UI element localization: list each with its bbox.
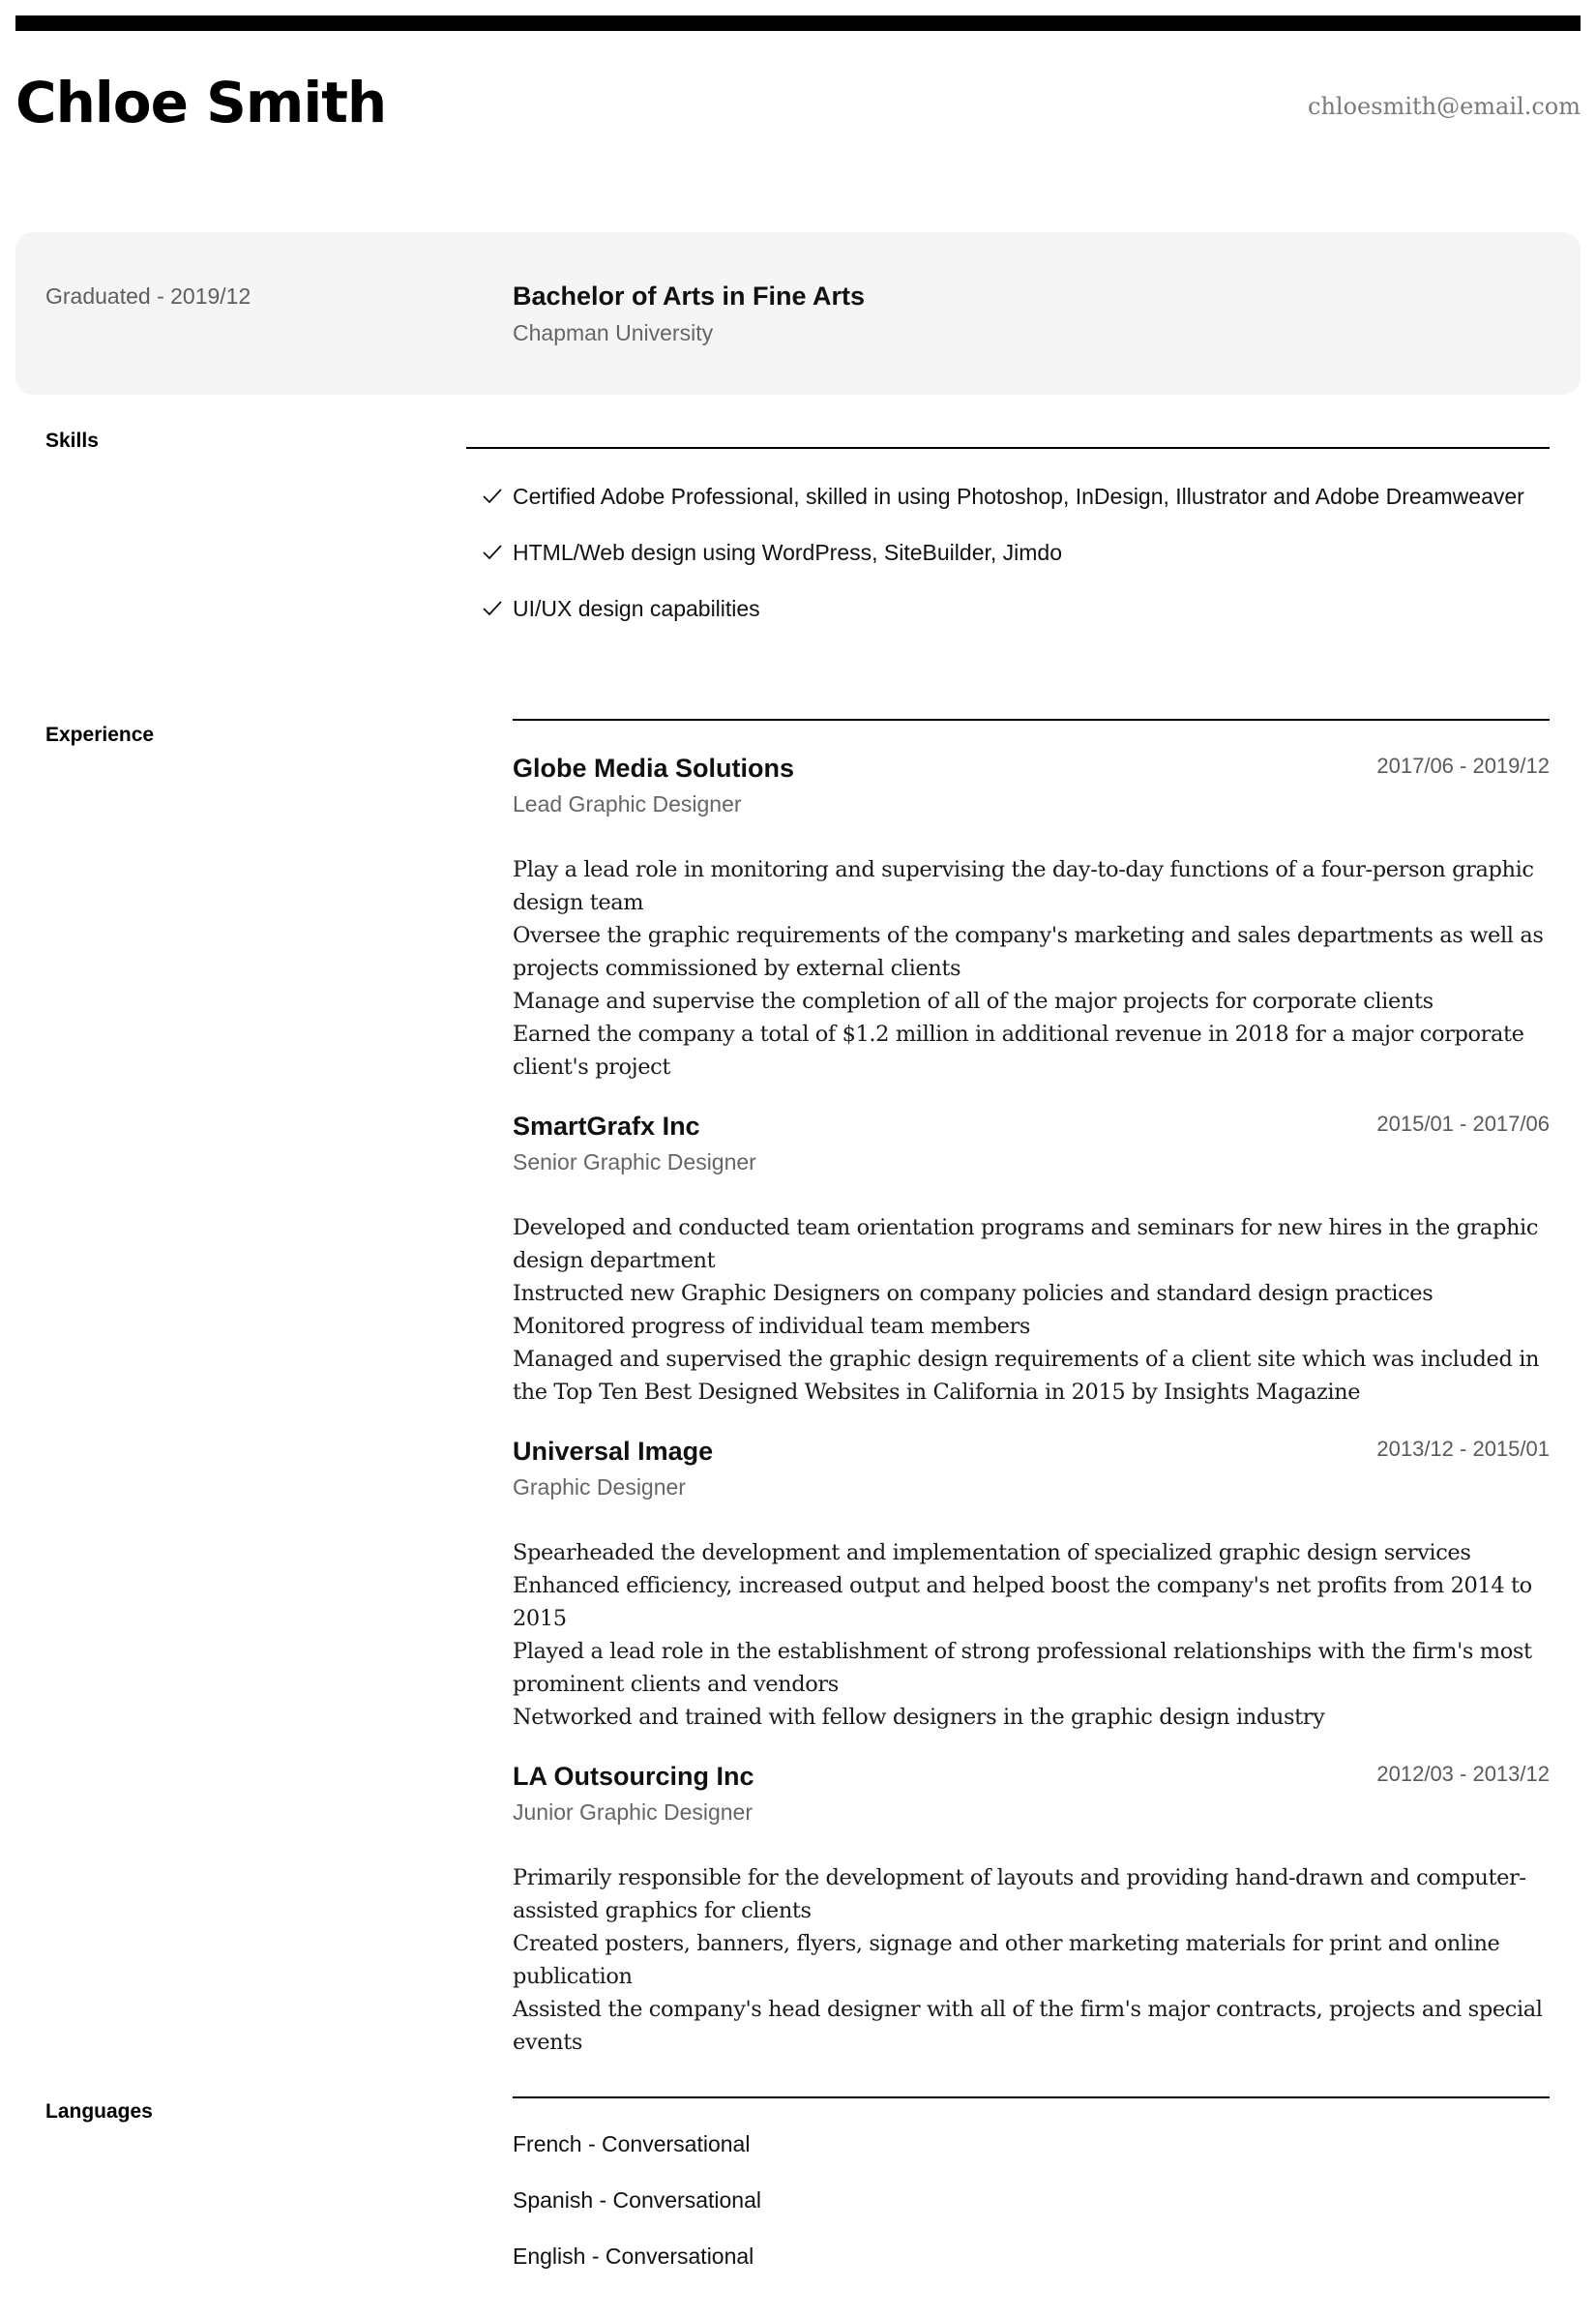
job-description (513, 1536, 1550, 1734)
job-company: LA Outsourcing Inc (513, 1762, 754, 1791)
job-role: Lead Graphic Designer (513, 791, 742, 817)
job-bullet: Instructed new Graphic Designers on company policies and standard design practices (513, 1281, 1433, 1306)
job-entry (513, 1432, 1550, 1734)
job-bullet: Earned the company a total of $1.2 million in additional revenue in 2018 for a major corporate client's project (513, 1022, 1524, 1080)
check-icon (481, 596, 504, 619)
degree-title: Bachelor of Arts in Fine Arts (513, 282, 866, 311)
skills-heading: Skills (45, 430, 99, 452)
job-bullet: Monitored progress of individual team members (513, 1314, 1031, 1339)
candidate-name: Chloe Smith (15, 70, 387, 135)
job-company: SmartGrafx Inc (513, 1112, 700, 1141)
job-bullet: Developed and conducted team orientation programs and seminars for new hires in the graphic design department (513, 1215, 1539, 1273)
job-description (513, 1861, 1550, 2059)
job-bullet: Manage and supervise the completion of all of the major projects for corporate clients (513, 989, 1433, 1014)
job-bullet: Created posters, banners, flyers, signage and other marketing materials for print and online publication (513, 1931, 1500, 1989)
skill-item (481, 592, 1550, 625)
language-item: English - Conversational (513, 2244, 754, 2269)
skills-divider (466, 447, 1550, 449)
email-link[interactable]: chloesmith@email.com (1308, 93, 1581, 120)
education-card (15, 232, 1581, 395)
languages-divider (513, 2096, 1550, 2098)
skills-list (481, 480, 1550, 648)
job-bullet: Managed and supervised the graphic design requirements of a client site which was included in the Top Ten Best Designed Websites in California in 2015 by Insights Magazine (513, 1347, 1540, 1405)
job-bullet: Enhanced efficiency, increased output and helped boost the company's net profits from 2014 to 2015 (513, 1573, 1532, 1631)
language-item: French - Conversational (513, 2131, 751, 2156)
job-entry (513, 1107, 1550, 1409)
job-entry (513, 749, 1550, 1084)
job-description (513, 1211, 1550, 1409)
job-dates: 2013/12 - 2015/01 (1376, 1437, 1550, 1461)
job-company: Universal Image (513, 1437, 714, 1466)
job-role: Graphic Designer (513, 1474, 686, 1500)
job-dates: 2012/03 - 2013/12 (1376, 1762, 1550, 1786)
skill-item (481, 536, 1550, 569)
job-role: Senior Graphic Designer (513, 1149, 756, 1174)
experience-heading: Experience (45, 724, 155, 746)
graduation-date: Graduated - 2019/12 (45, 283, 251, 309)
job-bullet: Assisted the company's head designer with all of the firm's major contracts, projects and special events (513, 1997, 1543, 2055)
job-description (513, 853, 1550, 1084)
language-item: Spanish - Conversational (513, 2187, 761, 2213)
job-bullet: Played a lead role in the establishment of strong professional relationships with the firm's most prominent clients and vendors (513, 1639, 1532, 1697)
top-accent-bar (15, 15, 1581, 31)
skill-text: UI/UX design capabilities (513, 596, 760, 621)
job-dates: 2017/06 - 2019/12 (1376, 754, 1550, 778)
experience-divider (513, 719, 1550, 721)
job-dates: 2015/01 - 2017/06 (1376, 1112, 1550, 1136)
job-bullet: Oversee the graphic requirements of the company's marketing and sales departments as well as projects commissioned by external clients (513, 923, 1544, 981)
job-bullet: Networked and trained with fellow designers in the graphic design industry (513, 1705, 1325, 1730)
job-bullet: Spearheaded the development and implementation of specialized graphic design services (513, 1540, 1471, 1565)
job-bullet: Play a lead role in monitoring and supervising the day-to-day functions of a four-person graphic design team (513, 857, 1534, 915)
job-company: Globe Media Solutions (513, 754, 795, 783)
job-role: Junior Graphic Designer (513, 1799, 754, 1825)
skill-item (481, 480, 1550, 513)
job-entry (513, 1757, 1550, 2059)
check-icon (481, 540, 504, 563)
school-name: Chapman University (513, 320, 714, 345)
job-bullet: Primarily responsible for the development of layouts and providing hand-drawn and computer-assisted graphics for clients (513, 1865, 1526, 1923)
languages-list (513, 2127, 761, 2296)
skill-text: HTML/Web design using WordPress, SiteBuilder, Jimdo (513, 540, 1063, 565)
skill-text: Certified Adobe Professional, skilled in using Photoshop, InDesign, Illustrator and Adobe Dreamweaver (513, 484, 1524, 509)
languages-heading: Languages (45, 2100, 153, 2123)
check-icon (481, 484, 504, 507)
